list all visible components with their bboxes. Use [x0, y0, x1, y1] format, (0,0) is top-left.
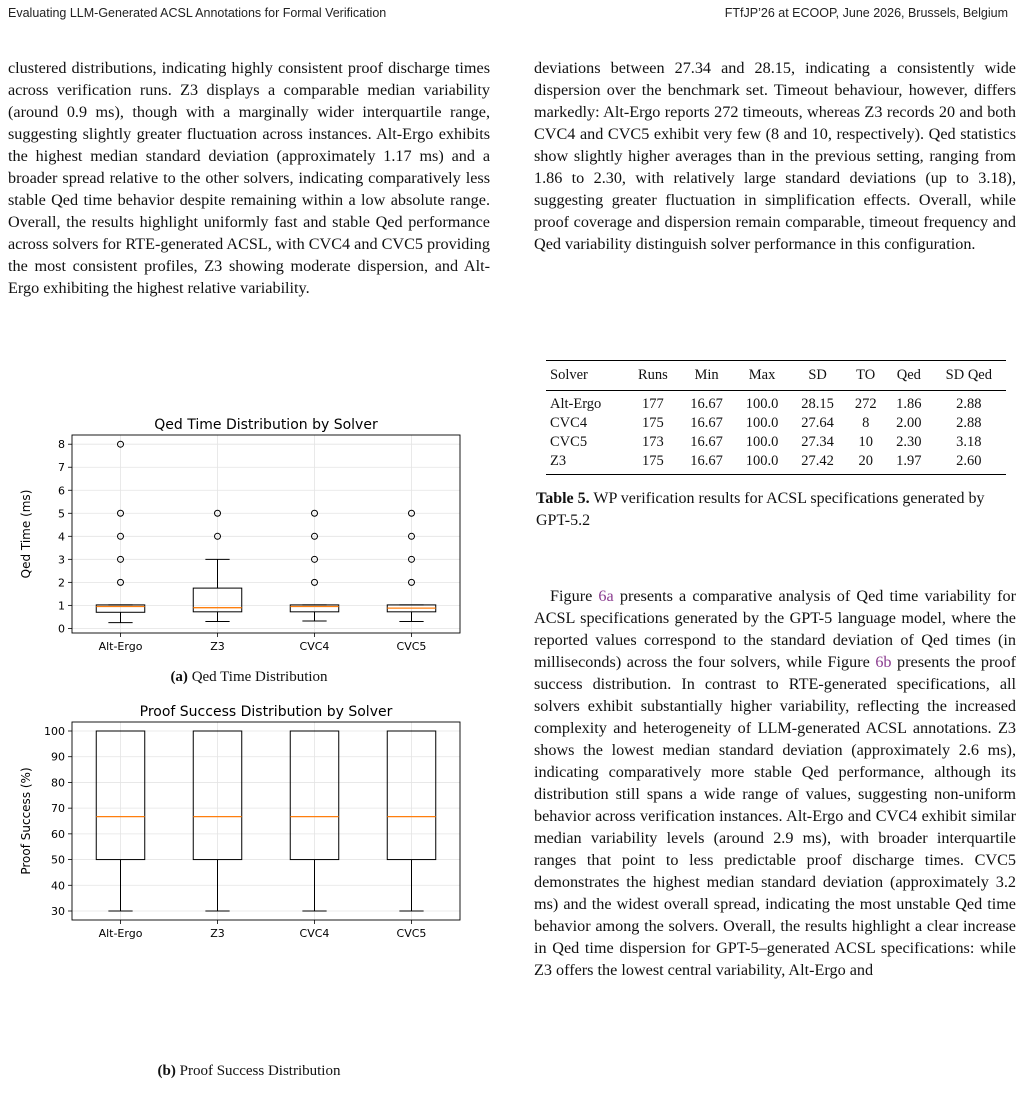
- figure-proof-success: [10, 702, 480, 947]
- chart-title: Qed Time Distribution by Solver: [154, 417, 378, 433]
- proof-success-boxplot: [10, 702, 480, 942]
- table-cell: 16.67: [690, 453, 723, 469]
- x-tick-label: Z3: [210, 640, 225, 653]
- x-tick-label: Alt-Ergo: [98, 927, 143, 940]
- table-cell: 100.0: [745, 453, 779, 469]
- right-paragraph-2: [534, 585, 1016, 981]
- table-row: [546, 452, 1006, 475]
- table-cell: 1.97: [896, 453, 922, 469]
- left-column: [8, 57, 490, 299]
- y-tick-label: 4: [58, 530, 65, 544]
- figure-b-text: Proof Success Distribution: [175, 1063, 341, 1079]
- right-column-bottom: [534, 585, 1016, 981]
- figure-b-caption: [8, 1063, 490, 1080]
- y-tick-label: 8: [58, 438, 65, 452]
- table-cell: Alt-Ergo: [550, 396, 602, 412]
- table-caption-text: WP verification results for ACSL specifications generated by GPT-5.2: [536, 490, 985, 529]
- y-tick-label: 7: [58, 461, 65, 475]
- table-cell: 175: [642, 453, 664, 469]
- table-cell: CVC4: [550, 415, 588, 431]
- table-header-row: [546, 361, 1006, 391]
- plot-frame: [72, 435, 460, 633]
- y-tick-label: 5: [58, 507, 65, 521]
- y-axis-label: Qed Time (ms): [19, 489, 33, 579]
- table-cell: 27.64: [801, 415, 834, 431]
- th-sd-qed: SD Qed: [945, 367, 992, 383]
- th-max: Max: [748, 367, 776, 383]
- x-tick-label: CVC5: [396, 640, 427, 653]
- table-cell: 2.88: [956, 415, 982, 431]
- x-tick-label: CVC4: [299, 927, 330, 940]
- th-min: Min: [694, 367, 719, 383]
- th-sd: SD: [808, 367, 827, 383]
- table-cell: 2.60: [956, 453, 982, 469]
- table-caption: [536, 488, 1018, 532]
- table-cell: 177: [642, 396, 664, 412]
- figure-a-label: (a): [170, 669, 188, 685]
- figure-6a-link[interactable]: 6a: [598, 587, 614, 605]
- para2-part3: presents the proof success distribution. In contrast to RTE-generated specifications, all solvers exhibit substantially higher variability, reflecting the increased complexity and heterogeneity of LLM-generated ACSL annotations. Z3 shows the lowest median standard deviation (approximately 2.6 ms), indicating comparatively more stable Qed performance, although its distribution still spans a wide range of values, suggesting non-uniform behavior across verification instances. Alt-Ergo and CVC4 exhibit similar median variability levels (around 2.9 ms), with broader interquartile ranges that point to less predictable proof discharge times. CVC5 demonstrates the highest median standard deviation (approximately 3.2 ms) and the widest overall spread, indicating the most unstable Qed time behavior among the solvers. Overall, the results highlight a clear increase in Qed time dispersion for GPT-5–generated ACSL specifications: while Z3 offers the lowest central variability, Alt-Ergo and: [534, 653, 1016, 979]
- y-tick-label: 1: [58, 599, 65, 613]
- x-tick-label: Alt-Ergo: [98, 640, 143, 653]
- table-cell: 16.67: [690, 434, 723, 450]
- figure-a-caption: [8, 669, 490, 686]
- y-tick-label: 70: [51, 802, 65, 816]
- x-tick-label: Z3: [210, 927, 225, 940]
- qed-time-boxplot: [10, 415, 480, 655]
- y-tick-label: 6: [58, 484, 65, 498]
- right-column-top: [534, 57, 1016, 255]
- y-tick-label: 30: [51, 905, 65, 918]
- figure-6b-link[interactable]: 6b: [875, 653, 892, 671]
- y-axis-label: Proof Success (%): [19, 767, 33, 875]
- table-cell: 173: [642, 434, 664, 450]
- y-tick-label: 40: [51, 879, 65, 893]
- table-cell: 27.34: [801, 434, 834, 450]
- th-runs: Runs: [637, 367, 668, 383]
- running-header-right: FTfJP’26 at ECOOP, June 2026, Brussels, Belgium: [724, 6, 1008, 20]
- table-cell: 2.30: [896, 434, 922, 450]
- table-cell: Z3: [550, 453, 567, 469]
- y-tick-label: 80: [51, 776, 65, 790]
- table-cell: 2.88: [956, 396, 982, 412]
- running-header-left: Evaluating LLM-Generated ACSL Annotations for Formal Verification: [8, 6, 387, 20]
- table-cell: 100.0: [745, 396, 779, 412]
- para2-part1: Figure: [550, 587, 599, 605]
- table-cell: 16.67: [690, 415, 723, 431]
- table-cell: 1.86: [896, 396, 922, 412]
- table-cell: 272: [854, 396, 877, 412]
- right-paragraph-1: deviations between 27.34 and 28.15, indicating a consistently wide dispersion over the benchmark set. Timeout behaviour, however, differs markedly: Alt-Ergo reports 272 timeouts, whereas Z3 records 20 and both CVC4 and CVC5 exhibit very few (8 and 10, respectively). Qed statistics show slightly higher averages than in the previous setting, ranging from 1.86 to 2.30, with relatively large standard deviations (up to 3.18), suggesting greater fluctuation in simplification effects. Overall, while proof coverage and dispersion remain comparable, timeout frequency and Qed variability distinguish solver performance in this configuration.: [534, 59, 1016, 253]
- table-cell: 27.42: [801, 453, 834, 469]
- left-paragraph: clustered distributions, indicating highly consistent proof discharge times across verification runs. Z3 displays a comparable median variability (around 0.9 ms), though with a marginally wider interquartile range, suggesting slightly greater fluctuation across instances. Alt-Ergo exhibits the highest median standard deviation (approximately 1.17 ms) and a broader spread relative to the other solvers, indicating comparatively less stable Qed time behavior despite remaining within a low absolute range. Overall, the results highlight uniformly fast and stable Qed performance across solvers for RTE-generated ACSL, with CVC4 and CVC5 providing the most consistent profiles, Z3 showing moderate dispersion, and Alt-Ergo exhibiting the highest relative variability.: [8, 59, 490, 297]
- table-cell: 100.0: [745, 415, 779, 431]
- th-qed: Qed: [896, 367, 921, 383]
- table-cell: 10: [858, 434, 873, 450]
- table-cell: 175: [642, 415, 664, 431]
- table-row: [546, 414, 1006, 433]
- table-5: [546, 360, 1006, 475]
- th-solver: Solver: [550, 367, 588, 383]
- figure-qed-time: [10, 415, 480, 660]
- table-cell: 2.00: [896, 415, 922, 431]
- y-tick-label: 100: [44, 725, 65, 738]
- x-tick-label: CVC5: [396, 927, 427, 940]
- x-tick-label: CVC4: [299, 640, 330, 653]
- table-caption-label: Table 5.: [536, 490, 590, 507]
- table-cell: 100.0: [745, 434, 779, 450]
- table-row: [546, 433, 1006, 452]
- table-cell: 20: [858, 453, 873, 469]
- table-cell: CVC5: [550, 434, 588, 450]
- results-table: [546, 360, 1006, 475]
- table-row: [546, 391, 1006, 415]
- th-to: TO: [856, 367, 876, 383]
- figure-a-text: Qed Time Distribution: [187, 669, 328, 685]
- table-cell: 28.15: [801, 396, 834, 412]
- table-cell: 16.67: [690, 396, 723, 412]
- table-cell: 3.18: [956, 434, 982, 450]
- chart-title: Proof Success Distribution by Solver: [139, 704, 393, 720]
- y-tick-label: 0: [58, 622, 65, 636]
- y-tick-label: 3: [58, 553, 65, 567]
- para2-part2: presents a comparative analysis of Qed time variability for ACSL specifications generated by the GPT-5 language model, where the reported values correspond to the standard deviation of Qed times (in milliseconds) across the four solvers, while Figure: [534, 587, 1017, 671]
- y-tick-label: 60: [51, 827, 65, 841]
- table-cell: 8: [862, 415, 870, 431]
- y-tick-label: 2: [58, 576, 65, 590]
- y-tick-label: 50: [51, 853, 65, 867]
- figure-b-label: (b): [157, 1063, 176, 1079]
- plot-frame: [72, 722, 460, 920]
- y-tick-label: 90: [51, 750, 65, 764]
